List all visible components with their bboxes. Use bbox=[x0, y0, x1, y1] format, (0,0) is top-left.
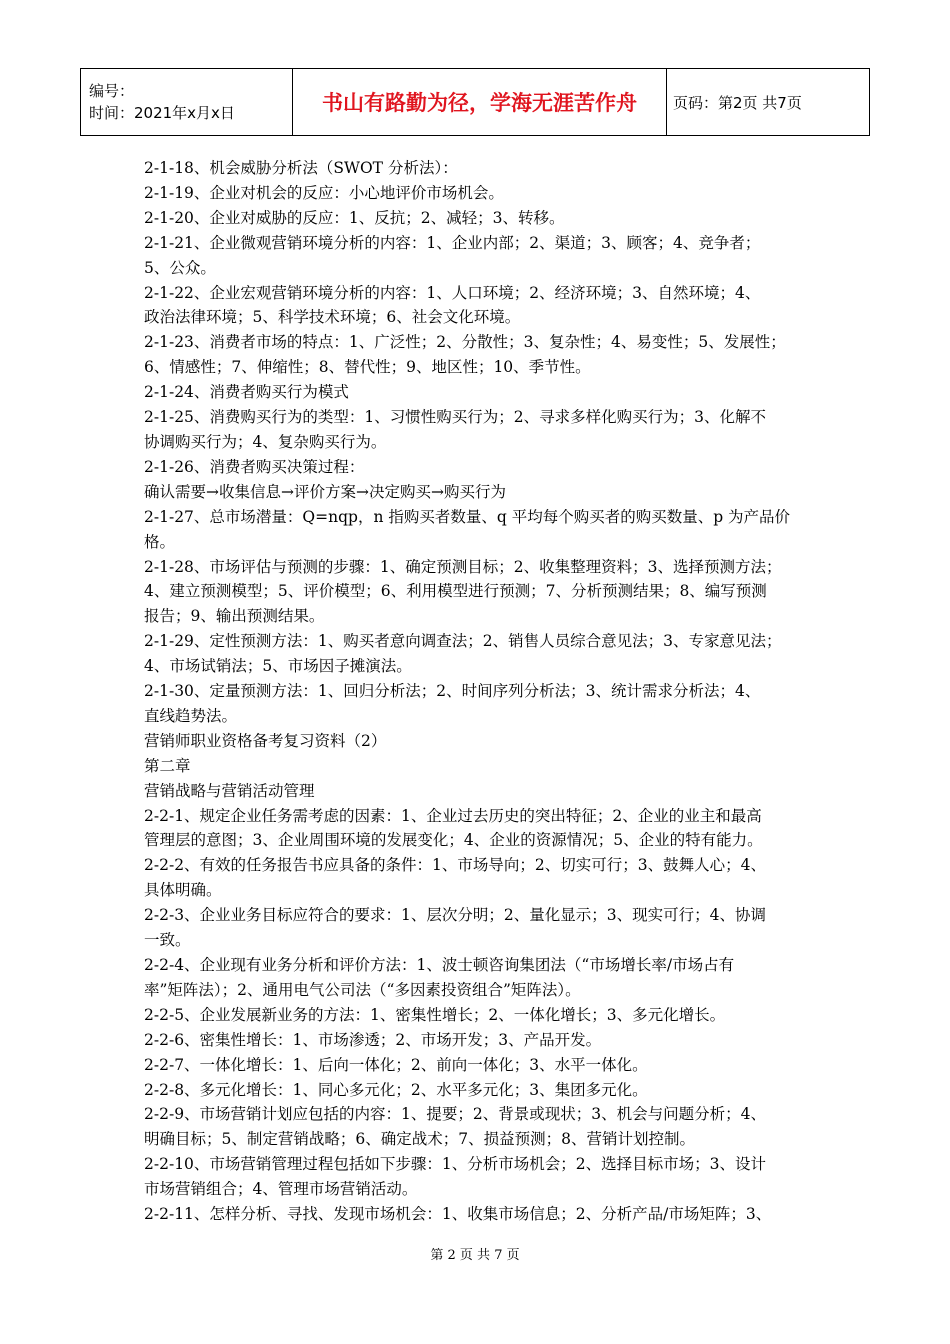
body-line: 管理层的意图；3、企业周围环境的发展变化；4、企业的资源情况；5、企业的特有能力。 bbox=[144, 831, 763, 850]
document-number-label: 编号： bbox=[89, 82, 135, 100]
body-line: 2-2-8、多元化增长：1、同心多元化；2、水平多元化；3、集团多元化。 bbox=[144, 1080, 648, 1099]
body-line: 2-1-20、企业对威胁的反应：1、反抗；2、减轻；3、转移。 bbox=[144, 208, 565, 227]
body-line: 营销战略与营销活动管理 bbox=[144, 781, 315, 800]
body-line: 2-1-23、消费者市场的特点：1、广泛性；2、分散性；3、复杂性；4、易变性；5、发展性； bbox=[144, 333, 786, 352]
body-line: 4、市场试销法；5、市场因子摊演法。 bbox=[144, 657, 412, 676]
body-line: 6、情感性；7、伸缩性；8、替代性；9、地区性；10、季节性。 bbox=[144, 358, 591, 377]
body-line: 2-1-26、消费者购买决策过程： bbox=[144, 457, 365, 476]
body-line: 2-2-7、一体化增长：1、后向一体化；2、前向一体化；3、水平一体化。 bbox=[144, 1055, 648, 1074]
body-line: 2-1-30、定量预测方法：1、回归分析法；2、时间序列分析法；3、统计需求分析法；4、 bbox=[144, 682, 761, 701]
document-header bbox=[80, 68, 870, 136]
body-line: 格。 bbox=[144, 532, 176, 551]
body-line: 市场营销组合；4、管理市场营销活动。 bbox=[144, 1180, 418, 1199]
document-time-label: 时间：2021年x月x日 bbox=[89, 104, 235, 122]
body-line: 具体明确。 bbox=[144, 881, 222, 900]
body-line: 2-1-29、定性预测方法：1、购买者意向调查法；2、销售人员综合意见法；3、专家意见法； bbox=[144, 632, 782, 651]
page-footer: 第 2 页 共 7 页 bbox=[430, 1248, 520, 1263]
header-meta bbox=[81, 69, 293, 136]
body-line: 一致。 bbox=[144, 931, 191, 950]
body-line: 2-1-22、企业宏观营销环境分析的内容：1、人口环境；2、经济环境；3、自然环境；4、 bbox=[144, 283, 761, 302]
body-line: 2-1-28、市场评估与预测的步骤：1、确定预测目标；2、收集整理资料；3、选择预测方法； bbox=[144, 557, 782, 576]
body-line: 5、公众。 bbox=[144, 258, 216, 277]
body-line: 明确目标；5、制定营销战略；6、确定战术；7、损益预测；8、营销计划控制。 bbox=[144, 1130, 695, 1149]
body-line: 2-1-24、消费者购买行为模式 bbox=[144, 383, 349, 402]
body-line: 2-2-9、市场营销计划应包括的内容：1、提要；2、背景或现状；3、机会与问题分析；4、 bbox=[144, 1105, 767, 1124]
body-line: 2-1-25、消费购买行为的类型：1、习惯性购买行为；2、寻求多样化购买行为；3、化解不 bbox=[144, 408, 767, 427]
body-line: 报告；9、输出预测结果。 bbox=[144, 607, 325, 626]
body-line: 2-2-2、有效的任务报告书应具备的条件：1、市场导向；2、切实可行；3、鼓舞人心；4、 bbox=[144, 856, 767, 875]
body-line: 2-1-18、机会威胁分析法（SWOT 分析法）： bbox=[144, 159, 458, 177]
body-line: 2-2-6、密集性增长：1、市场渗透；2、市场开发；3、产品开发。 bbox=[144, 1030, 602, 1049]
body-line: 2-2-10、市场营销管理过程包括如下步骤：1、分析市场机会；2、选择目标市场；3、设计 bbox=[144, 1155, 767, 1174]
body-line: 营销师职业资格备考复习资料（2） bbox=[144, 731, 387, 750]
header-motto: 书山有路勤为径，学海无涯苦作舟 bbox=[293, 69, 667, 136]
body-line: 2-2-3、企业业务目标应符合的要求：1、层次分明；2、量化显示；3、现实可行；4、协调 bbox=[144, 906, 767, 925]
header-page-code: 页码：第2页 共7页 bbox=[667, 69, 870, 136]
body-line: 确认需要→收集信息→评价方案→决定购买→购买行为 bbox=[144, 482, 506, 501]
body-line: 4、建立预测模型；5、评价模型；6、利用模型进行预测；7、分析预测结果；8、编写预测 bbox=[144, 582, 767, 601]
body-line: 率”矩阵法）；2、通用电气公司法（“多因素投资组合”矩阵法）。 bbox=[144, 980, 581, 999]
document-body bbox=[144, 156, 820, 1227]
body-line: 2-2-11、怎样分析、寻找、发现市场机会：1、收集市场信息；2、分析产品/市场矩阵；3、 bbox=[144, 1205, 772, 1224]
body-line: 2-2-4、企业现有业务分析和评价方法：1、波士顿咨询集团法（“市场增长率/市场占有 bbox=[144, 956, 735, 974]
body-line: 2-2-5、企业发展新业务的方法：1、密集性增长；2、一体化增长；3、多元化增长。 bbox=[144, 1005, 726, 1024]
body-line: 2-1-27、总市场潜量：Q=nqp，n 指购买者数量、q 平均每个购买者的购买数量、p 为产品价 bbox=[144, 507, 791, 526]
body-line: 第二章 bbox=[144, 756, 191, 775]
body-line: 2-2-1、规定企业任务需考虑的因素：1、企业过去历史的突出特征；2、企业的业主和最高 bbox=[144, 806, 762, 825]
body-line: 政治法律环境；5、科学技术环境；6、社会文化环境。 bbox=[144, 308, 521, 327]
body-line: 2-1-21、企业微观营销环境分析的内容：1、企业内部；2、渠道；3、顾客；4、竞争者； bbox=[144, 233, 761, 252]
body-line: 协调购买行为；4、复杂购买行为。 bbox=[144, 432, 387, 451]
body-line: 2-1-19、企业对机会的反应：小心地评价市场机会。 bbox=[144, 183, 504, 202]
body-line: 直线趋势法。 bbox=[144, 706, 238, 725]
